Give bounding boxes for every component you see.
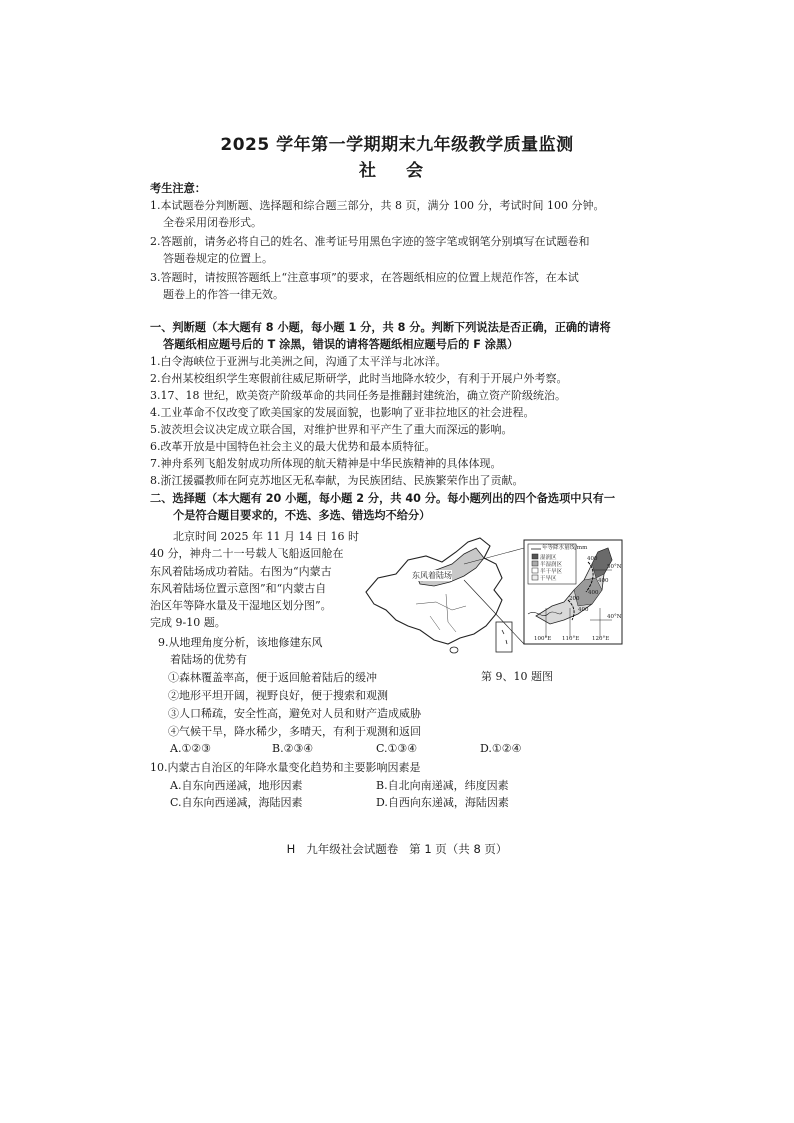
q10-option-b[interactable]: B.自北向南递减，纬度因素 (376, 779, 509, 792)
legend-item: 半干旱区 (540, 569, 563, 575)
figure-caption: 第 9、10 题图 (481, 670, 553, 683)
intro-line: 40 分，神舟二十一号载人飞船返回舱在 (150, 547, 344, 560)
judge-question-3: 3.17、18 世纪，欧美资产阶级革命的共同任务是推翻封建统治，确立资产阶级统治。 (150, 389, 566, 402)
isohyet-label: 200 (569, 596, 580, 602)
exam-title: 2025 学年第一学期期末九年级教学质量监测 (220, 135, 574, 155)
judge-question-7: 7.神舟系列飞船发射成功所体现的航天精神是中华民族精神的具体体现。 (150, 457, 502, 470)
lat-label: 40°N (607, 614, 622, 620)
q9-option-a[interactable]: A.①②③ (170, 742, 212, 755)
page-footer: H 九年级社会试题卷 第 1 页（共 8 页） (286, 842, 508, 856)
legend-item: 干旱区 (540, 576, 557, 582)
site-label: 东风着陆场 (412, 571, 452, 580)
judge-question-1: 1.白令海峡位于亚洲与北美洲之间，沟通了太平洋与北冰洋。 (150, 355, 447, 368)
judge-question-5: 5.波茨坦会议决定成立联合国，对维护世界和平产生了重大而深远的影响。 (150, 423, 513, 436)
section1-heading-cont: 答题纸相应题号后的 T 涂黑，错误的请将答题纸相应题号后的 F 涂黑） (163, 338, 519, 351)
q10-option-a[interactable]: A.自东向西递减，地形因素 (170, 779, 303, 792)
judge-question-2: 2.台州某校组织学生寒假前往威尼斯研学，此时当地降水较少，有利于开展户外考察。 (150, 372, 568, 385)
intro-line: 完成 9-10 题。 (150, 616, 226, 629)
judge-question-8: 8.浙江援疆教师在阿克苏地区无私奉献，为民族团结、民族繁荣作出了贡献。 (150, 474, 524, 487)
q10-option-d[interactable]: D.自西向东递减，海陆因素 (376, 796, 509, 809)
notice-line: 全卷采用闭卷形式。 (163, 216, 262, 229)
q9-statement-3: ③人口稀疏，安全性高，避免对人员和财产造成威胁 (168, 707, 421, 720)
q9-options (0, 740, 794, 757)
intro-line: 治区年等降水量及干湿地区划分图”。 (150, 599, 332, 612)
legend-item: 半湿润区 (540, 562, 563, 568)
lat-label: 50°N (607, 564, 622, 570)
q10-stem: 10.内蒙古自治区的年降水量变化趋势和主要影响因素是 (150, 761, 421, 774)
isohyet-label: 400 (598, 578, 609, 584)
legend-title: 年等降水量线/mm (542, 545, 588, 551)
notice-line: 3.答题时，请按照答题纸上“注意事项”的要求，在答题纸相应的位置上规范作答，在本试 (150, 271, 579, 284)
lon-label: 110°E (562, 636, 580, 642)
intro-line: 东风着陆场位置示意图”和“内蒙古自 (150, 582, 327, 595)
q9-option-c[interactable]: C.①③④ (376, 742, 418, 755)
section2-heading: 二、选择题（本大题有 20 小题，每小题 2 分，共 40 分。每小题列出的四个备选项中只有一 (150, 492, 616, 505)
subject-title: 社 会 (359, 161, 435, 181)
notice-line: 2.答题前，请务必将自己的姓名、准考证号用黑色字迹的签字笔或钢笔分别填写在试题卷和 (150, 235, 590, 248)
q9-option-b[interactable]: B.②③④ (272, 742, 314, 755)
q10-option-c[interactable]: C.自东向西递减，海陆因素 (170, 796, 303, 809)
isohyet-label: 400 (587, 556, 598, 562)
q9-statement-4: ④气候干旱，降水稀少，多晴天，有利于观测和返回 (168, 725, 421, 738)
lon-label: 120°E (592, 636, 610, 642)
legend-item: 湿润区 (540, 555, 557, 561)
isohyet-label: 400 (588, 590, 599, 596)
notice-line: 答题卷规定的位置上。 (163, 252, 273, 265)
intro-line: 东风着陆场成功着陆。右图为“内蒙古 (150, 565, 332, 578)
q9-option-d[interactable]: D.①②④ (480, 742, 522, 755)
q9-stem-cont: 着陆场的优势有 (170, 653, 247, 666)
notice-line: 题卷上的作答一律无效。 (163, 288, 284, 301)
judge-question-4: 4.工业革命不仅改变了欧美国家的发展面貌，也影响了亚非拉地区的社会进程。 (150, 406, 535, 419)
q10-options-row2 (0, 794, 794, 811)
intro-line: 北京时间 2025 年 11 月 14 日 16 时 (173, 530, 359, 543)
section2-heading-cont: 个是符合题目要求的，不选、多选、错选均不给分） (173, 509, 431, 522)
q9-statement-1: ①森林覆盖率高，便于返回舱着陆后的缓冲 (168, 671, 377, 684)
lon-label: 100°E (534, 636, 552, 642)
q9-statement-2: ②地形平坦开阔，视野良好，便于搜索和观测 (168, 689, 388, 702)
isohyet-label: 400 (578, 607, 589, 613)
section1-heading: 一、判断题（本大题有 8 小题，每小题 1 分，共 8 分。判断下列说法是否正确，正确的请将 (150, 321, 611, 334)
q9-stem: 9.从地理角度分析，该地修建东风 (158, 636, 323, 649)
judge-question-6: 6.改革开放是中国特色社会主义的最大优势和最本质特征。 (150, 440, 436, 453)
china-map-svg (356, 534, 624, 660)
q10-options-row1 (0, 777, 794, 794)
notice-line: 1.本试题卷分判断题、选择题和综合题三部分，共 8 页，满分 100 分，考试时间 100 分钟。 (150, 199, 605, 212)
notice-label: 考生注意： (150, 182, 206, 195)
map-figure (356, 534, 624, 660)
